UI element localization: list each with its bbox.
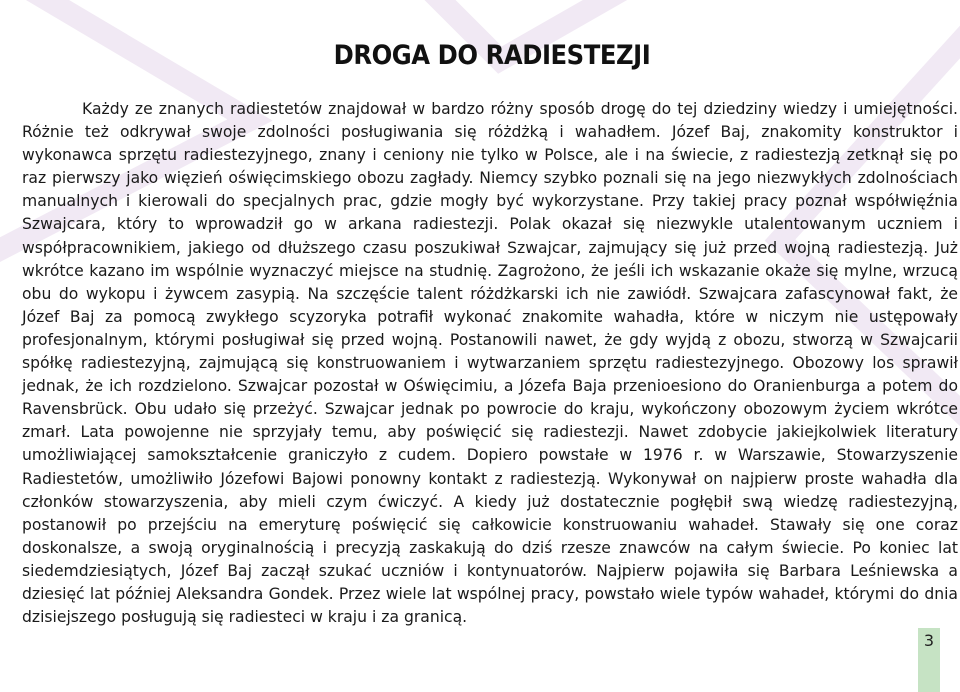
article-body [22,98,958,629]
page-number: 3 [923,631,935,650]
page-number-tab [918,628,940,692]
article-paragraph: Każdy ze znanych radiestetów znajdował w bardzo różny sposób drogę do tej dziedziny wiedzy i umiejętności. Różnie też odkrywał swoje zdolności posługiwania się różdżką i wahadłem. Józef Baj, znakomity konstruktor i wykonawca sprzętu radiestezyjnego, znany i ceniony nie tylko w Polsce, ale i na świecie, z radiestezją zetknął się po raz pierwszy jako więzień oświęcimskiego obozu zagłady. Niemcy szybko poznali się na jego niezwykłych zdolnościach manualnych i kierowali do specjalnych prac, gdzie mogły być wykorzystane. Przy takiej pracy poznał współwięźnia Szwajcara, który to wprowadził go w arkana radiestezji. Polak okazał się niezwykle utalentowanym uczniem i współpracownikiem, jakiego od dłuższego czasu poszukiwał Szwajcar, zajmujący się już przed wojną radiestezją. Już wkrótce kazano im wspólnie wyznaczyć miejsce na studnię. Zagrożono, że jeśli ich wskazanie okaże się mylne, wrzucą obu do wykopu i żywcem zasypią. Na szczęście talent różdżkarski ich nie zawiódł. Szwajcara zafascynował fakt, że Józef Baj za pomocą zwykłego scyzoryka potrafił wykonać znakomite wahadła, które w niczym nie ustępowały profesjonalnym, którymi posługiwał się przed wojną. Postanowili nawet, że gdy wyjdą z obozu, stworzą w Szwajcarii spółkę radiestezyjną, zajmującą się konstruowaniem i wytwarzaniem sprzętu radiestezyjnego. Obozowy los sprawił jednak, że ich rozdzielono. Szwajcar pozostał w Oświęcimiu, a Józefa Baja przenioesiono do Oranienburga a potem do Ravensbrück. Obu udało się przeżyć. Szwajcar jednak po powrocie do kraju, wykończony obozowym życiem wkrótce zmarł. Lata powojenne nie sprzyjały temu, aby poświęcić się radiestezji. Nawet zdobycie jakiejkolwiek literatury umożliwiającej samokształcenie graniczyło z cudem. Dopiero powstałe w 1976 r. w Warszawie, Stowarzyszenie Radiestetów, umożliwiło Józefowi Bajowi ponowny kontakt z radiestezją. Wykonywał on najpierw proste wahadła dla członków stowarzyszenia, aby mieli czym ćwiczyć. A kiedy już dostatecznie pogłębił swą wiedzę radiestezyjną, postanowił po przejściu na emeryturę poświęcić się całkowicie konstruowaniu wahadeł. Stawały się one coraz doskonalsze, a swoją oryginalnością i precyzją zaskakują do dziś rzesze znawców na całym świecie. Po koniec lat siedemdziesiątych, Józef Baj zaczął szukać uczniów i kontynuatorów. Najpierw pojawiła się Barbara Leśniewska a dziesięć lat później Aleksandra Gondek. Przez wiele lat wspólnej pracy, powstało wiele typów wahadeł, którymi do dnia dzisiejszego posługują się radiesteci w kraju i za granicą. [22,100,958,627]
page-title: DROGA DO RADIESTEZJI [333,40,651,71]
